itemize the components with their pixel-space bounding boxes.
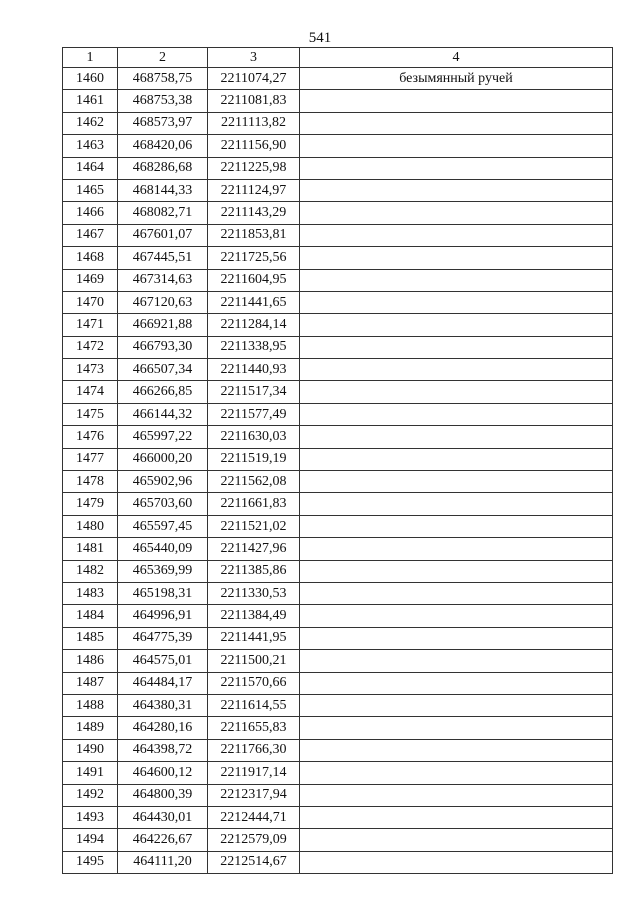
point-number-cell: 1487 (63, 672, 118, 694)
note-cell (300, 762, 613, 784)
x-coordinate-cell: 466793,30 (118, 336, 208, 358)
column-header-1: 1 (63, 48, 118, 68)
note-cell (300, 515, 613, 537)
y-coordinate-cell: 2212579,09 (208, 829, 300, 851)
column-header-4: 4 (300, 48, 613, 68)
y-coordinate-cell: 2211766,30 (208, 739, 300, 761)
table-body (63, 68, 613, 874)
y-coordinate-cell: 2211570,66 (208, 672, 300, 694)
y-coordinate-cell: 2211519,19 (208, 448, 300, 470)
table-row (63, 694, 613, 716)
table-row (63, 202, 613, 224)
note-cell (300, 739, 613, 761)
y-coordinate-cell: 2211441,65 (208, 291, 300, 313)
point-number-cell: 1467 (63, 224, 118, 246)
y-coordinate-cell: 2211440,93 (208, 359, 300, 381)
x-coordinate-cell: 468573,97 (118, 112, 208, 134)
y-coordinate-cell: 2211385,86 (208, 560, 300, 582)
note-cell (300, 135, 613, 157)
point-number-cell: 1490 (63, 739, 118, 761)
point-number-cell: 1493 (63, 806, 118, 828)
y-coordinate-cell: 2211143,29 (208, 202, 300, 224)
note-cell (300, 426, 613, 448)
point-number-cell: 1465 (63, 179, 118, 201)
y-coordinate-cell: 2211384,49 (208, 605, 300, 627)
table-row (63, 538, 613, 560)
note-cell (300, 381, 613, 403)
x-coordinate-cell: 464996,91 (118, 605, 208, 627)
point-number-cell: 1489 (63, 717, 118, 739)
note-cell (300, 314, 613, 336)
table-row (63, 829, 613, 851)
coordinates-table (62, 47, 613, 874)
x-coordinate-cell: 465369,99 (118, 560, 208, 582)
note-cell (300, 448, 613, 470)
note-cell (300, 493, 613, 515)
y-coordinate-cell: 2211113,82 (208, 112, 300, 134)
note-cell (300, 829, 613, 851)
y-coordinate-cell: 2211521,02 (208, 515, 300, 537)
table-row (63, 224, 613, 246)
note-cell (300, 627, 613, 649)
point-number-cell: 1474 (63, 381, 118, 403)
x-coordinate-cell: 465198,31 (118, 582, 208, 604)
x-coordinate-cell: 465902,96 (118, 471, 208, 493)
note-cell: безымянный ручей (300, 68, 613, 90)
point-number-cell: 1461 (63, 90, 118, 112)
point-number-cell: 1479 (63, 493, 118, 515)
note-cell (300, 471, 613, 493)
note-cell (300, 538, 613, 560)
table-row (63, 269, 613, 291)
x-coordinate-cell: 464111,20 (118, 851, 208, 873)
point-number-cell: 1495 (63, 851, 118, 873)
y-coordinate-cell: 2211338,95 (208, 336, 300, 358)
point-number-cell: 1477 (63, 448, 118, 470)
point-number-cell: 1473 (63, 359, 118, 381)
point-number-cell: 1483 (63, 582, 118, 604)
table-row (63, 650, 613, 672)
table-row (63, 605, 613, 627)
y-coordinate-cell: 2211661,83 (208, 493, 300, 515)
x-coordinate-cell: 467314,63 (118, 269, 208, 291)
table-row (63, 426, 613, 448)
y-coordinate-cell: 2211604,95 (208, 269, 300, 291)
y-coordinate-cell: 2211562,08 (208, 471, 300, 493)
table-row (63, 135, 613, 157)
y-coordinate-cell: 2211225,98 (208, 157, 300, 179)
x-coordinate-cell: 464575,01 (118, 650, 208, 672)
x-coordinate-cell: 468286,68 (118, 157, 208, 179)
x-coordinate-cell: 468753,38 (118, 90, 208, 112)
table-row (63, 851, 613, 873)
table-row (63, 448, 613, 470)
table-row (63, 336, 613, 358)
point-number-cell: 1468 (63, 247, 118, 269)
x-coordinate-cell: 464280,16 (118, 717, 208, 739)
note-cell (300, 336, 613, 358)
column-header-2: 2 (118, 48, 208, 68)
note-cell (300, 403, 613, 425)
y-coordinate-cell: 2212444,71 (208, 806, 300, 828)
note-cell (300, 650, 613, 672)
point-number-cell: 1464 (63, 157, 118, 179)
point-number-cell: 1484 (63, 605, 118, 627)
table-row (63, 672, 613, 694)
point-number-cell: 1491 (63, 762, 118, 784)
column-header-3: 3 (208, 48, 300, 68)
point-number-cell: 1478 (63, 471, 118, 493)
table-row (63, 515, 613, 537)
point-number-cell: 1480 (63, 515, 118, 537)
note-cell (300, 359, 613, 381)
note-cell (300, 717, 613, 739)
point-number-cell: 1472 (63, 336, 118, 358)
y-coordinate-cell: 2211124,97 (208, 179, 300, 201)
table-row (63, 90, 613, 112)
point-number-cell: 1466 (63, 202, 118, 224)
note-cell (300, 157, 613, 179)
y-coordinate-cell: 2211500,21 (208, 650, 300, 672)
note-cell (300, 851, 613, 873)
point-number-cell: 1486 (63, 650, 118, 672)
x-coordinate-cell: 466921,88 (118, 314, 208, 336)
page-number: 541 (308, 30, 332, 46)
table-row (63, 739, 613, 761)
table-row (63, 560, 613, 582)
note-cell (300, 560, 613, 582)
point-number-cell: 1476 (63, 426, 118, 448)
y-coordinate-cell: 2211441,95 (208, 627, 300, 649)
note-cell (300, 806, 613, 828)
x-coordinate-cell: 466000,20 (118, 448, 208, 470)
table-row (63, 582, 613, 604)
y-coordinate-cell: 2211630,03 (208, 426, 300, 448)
table-row (63, 493, 613, 515)
y-coordinate-cell: 2211074,27 (208, 68, 300, 90)
x-coordinate-cell: 468420,06 (118, 135, 208, 157)
x-coordinate-cell: 465440,09 (118, 538, 208, 560)
table-row (63, 627, 613, 649)
table-row (63, 291, 613, 313)
y-coordinate-cell: 2211427,96 (208, 538, 300, 560)
y-coordinate-cell: 2211517,34 (208, 381, 300, 403)
y-coordinate-cell: 2211725,56 (208, 247, 300, 269)
x-coordinate-cell: 464775,39 (118, 627, 208, 649)
table-header-row (63, 48, 613, 68)
y-coordinate-cell: 2212514,67 (208, 851, 300, 873)
x-coordinate-cell: 464226,67 (118, 829, 208, 851)
table-row (63, 471, 613, 493)
x-coordinate-cell: 468758,75 (118, 68, 208, 90)
table-row (63, 179, 613, 201)
note-cell (300, 112, 613, 134)
y-coordinate-cell: 2211917,14 (208, 762, 300, 784)
table-row (63, 762, 613, 784)
x-coordinate-cell: 468144,33 (118, 179, 208, 201)
point-number-cell: 1469 (63, 269, 118, 291)
point-number-cell: 1492 (63, 784, 118, 806)
y-coordinate-cell: 2211614,55 (208, 694, 300, 716)
x-coordinate-cell: 465997,22 (118, 426, 208, 448)
note-cell (300, 672, 613, 694)
x-coordinate-cell: 467601,07 (118, 224, 208, 246)
point-number-cell: 1470 (63, 291, 118, 313)
table-row (63, 784, 613, 806)
table-row (63, 68, 613, 90)
note-cell (300, 605, 613, 627)
point-number-cell: 1481 (63, 538, 118, 560)
point-number-cell: 1488 (63, 694, 118, 716)
note-cell (300, 784, 613, 806)
table-row (63, 403, 613, 425)
y-coordinate-cell: 2211577,49 (208, 403, 300, 425)
y-coordinate-cell: 2211655,83 (208, 717, 300, 739)
x-coordinate-cell: 467445,51 (118, 247, 208, 269)
x-coordinate-cell: 466144,32 (118, 403, 208, 425)
note-cell (300, 90, 613, 112)
y-coordinate-cell: 2211284,14 (208, 314, 300, 336)
x-coordinate-cell: 464600,12 (118, 762, 208, 784)
note-cell (300, 269, 613, 291)
table-row (63, 247, 613, 269)
table-row (63, 112, 613, 134)
x-coordinate-cell: 465703,60 (118, 493, 208, 515)
table-row (63, 157, 613, 179)
x-coordinate-cell: 468082,71 (118, 202, 208, 224)
x-coordinate-cell: 464430,01 (118, 806, 208, 828)
note-cell (300, 224, 613, 246)
x-coordinate-cell: 464800,39 (118, 784, 208, 806)
table-row (63, 314, 613, 336)
x-coordinate-cell: 466266,85 (118, 381, 208, 403)
point-number-cell: 1485 (63, 627, 118, 649)
point-number-cell: 1462 (63, 112, 118, 134)
x-coordinate-cell: 467120,63 (118, 291, 208, 313)
x-coordinate-cell: 464398,72 (118, 739, 208, 761)
table-row (63, 717, 613, 739)
y-coordinate-cell: 2211853,81 (208, 224, 300, 246)
x-coordinate-cell: 464380,31 (118, 694, 208, 716)
note-cell (300, 179, 613, 201)
x-coordinate-cell: 464484,17 (118, 672, 208, 694)
y-coordinate-cell: 2211156,90 (208, 135, 300, 157)
point-number-cell: 1475 (63, 403, 118, 425)
y-coordinate-cell: 2211081,83 (208, 90, 300, 112)
note-cell (300, 582, 613, 604)
note-cell (300, 694, 613, 716)
y-coordinate-cell: 2212317,94 (208, 784, 300, 806)
table-row (63, 381, 613, 403)
table-row (63, 806, 613, 828)
y-coordinate-cell: 2211330,53 (208, 582, 300, 604)
point-number-cell: 1471 (63, 314, 118, 336)
note-cell (300, 291, 613, 313)
x-coordinate-cell: 465597,45 (118, 515, 208, 537)
table-row (63, 359, 613, 381)
x-coordinate-cell: 466507,34 (118, 359, 208, 381)
note-cell (300, 202, 613, 224)
point-number-cell: 1463 (63, 135, 118, 157)
point-number-cell: 1482 (63, 560, 118, 582)
point-number-cell: 1460 (63, 68, 118, 90)
point-number-cell: 1494 (63, 829, 118, 851)
note-cell (300, 247, 613, 269)
